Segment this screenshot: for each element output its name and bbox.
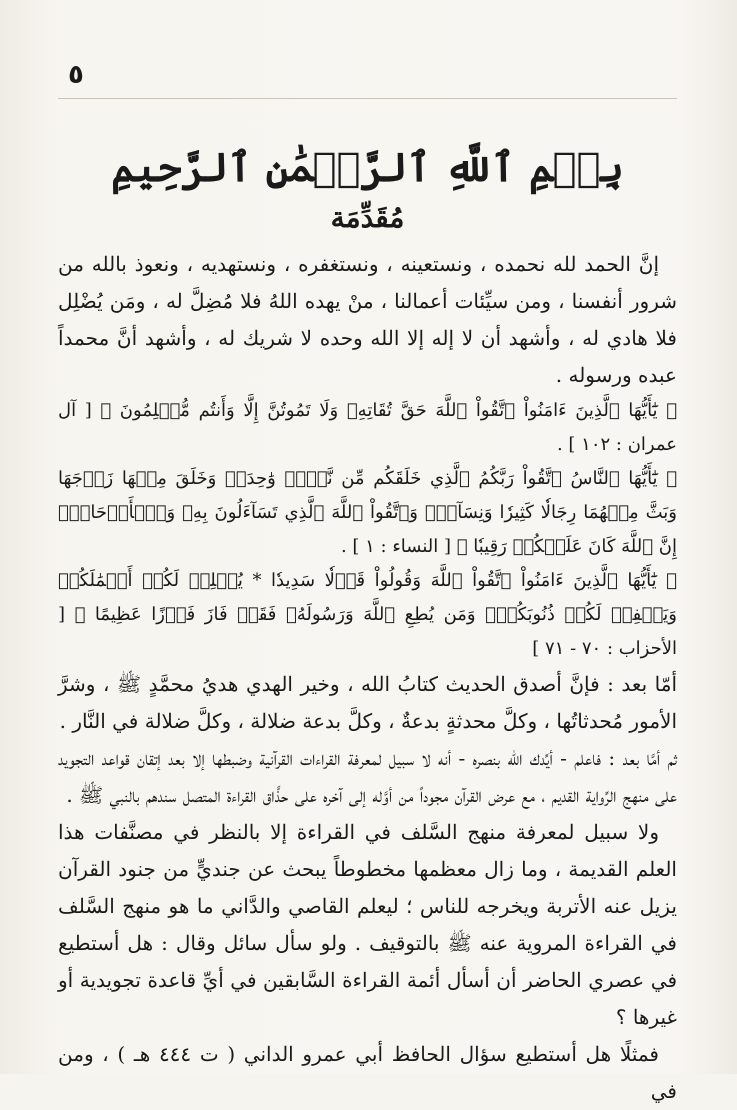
paragraph-opening-praise: إنَّ الحمد لله نحمده ، ونستعينه ، ونستغفره ، ونستهديه ، ونعوذ بالله من شرور أنفسنا ، ومن سيِّئات أعمالنا ، منْ يهده اللهُ فلا مُضِلَّ له ، ومَن يُضْلِل فلا هادي له ، وأشهد أن لا إله إلا الله وحده لا شريك له ، وأشهد أنَّ محمداً عبده ورسوله . [58,252,677,387]
basmala-heading: بِسۡمِ ٱللَّهِ ٱلرَّحۡمَٰنِ ٱلرَّحِيمِ [111,144,624,191]
page-header [58,56,677,96]
header-rule [58,98,677,99]
paragraph-example-dani: فمثلًا هل أستطيع سؤال الحافظ أبي عمرو الداني ( ت ٤٤٤ هـ ) ، ومن في [58,1042,677,1103]
paragraph-salaf-method: ولا سبيل لمعرفة منهج السَّلف في القراءة إلا بالنظر في مصنَّفات هذا العلم القديمة ، وما زال معظمها مخطوطاً يبحث عن جنديٍّ من جنود القرآن يزيل عنه الأتربة ويخرجه للناس ؛ ليعلم القاصي والدَّاني ما هو منهج السَّلف في القراءة المروية عنه ﷺ بالتوقيف . ولو سأل سائل وقال : هل أستطيع في عصري الحاضر أن أسأل أئمة القراءة السَّابقين في أيِّ قاعدة تجويدية أو غيرها ؟ [58,820,677,1029]
quran-verse-al-ahzab: ﴿ يَٰٓأَيُّهَا ٱلَّذِينَ ءَامَنُواْ ٱتَّقُواْ ٱللَّهَ وَقُولُواْ قَوۡلٗا سَدِيدٗا * يُصۡلِحۡ لَكُمۡ أَعۡمَٰلَكُمۡ وَيَغۡفِرۡ لَكُمۡ ذُنُوبَكُمۡۗ وَمَن يُطِعِ ٱللَّهَ وَرَسُولَهُۥ فَقَدۡ فَازَ فَوۡزًا عَظِيمًا ﴾ [ الأحزاب : ٧٠ - ٧١ ] [58,570,677,659]
page-number: ٥ [68,60,84,90]
section-title: مُقَدِّمَة [330,201,405,234]
quran-verse-al-imran: ﴿ يَٰٓأَيُّهَا ٱلَّذِينَ ءَامَنُواْ ٱتَّقُواْ ٱللَّهَ حَقَّ تُقَاتِهِۦ وَلَا تَمُوتُنَّ إِلَّا وَأَنتُم مُّسۡلِمُونَ ﴾ [ آل عمران : ١٠٢ ] . [58,400,677,455]
quran-verse-an-nisa: ﴿ يَٰٓأَيُّهَا ٱلنَّاسُ ٱتَّقُواْ رَبَّكُمُ ٱلَّذِي خَلَقَكُم مِّن نَّفۡسٖ وَٰحِدَةٖ وَخَلَقَ مِنۡهَا زَوۡجَهَا وَبَثَّ مِنۡهُمَا رِجَالٗا كَثِيرٗا وَنِسَآءٗۚ وَٱتَّقُواْ ٱللَّهَ ٱلَّذِي تَسَآءَلُونَ بِهِۦ وَٱلۡأَرۡحَامَۚ إِنَّ ٱللَّهَ كَانَ عَلَيۡكُمۡ رَقِيبٗا ﴾ [ النساء : ١ ] . [58,468,677,557]
page-body [58,246,677,1110]
paragraph-qiraat-intro: ثم أمَّا بعد : فاعلم - أيِّدك الله بنصره - أنه لا سبيل لمعرفة القراءات القرآنية وضبطها إلا بعد إتقان قواعد التجويد على منهج الرِّواية القديم ، مع عرض القرآن مجوداً من أوَّله إلى آخره على حذَّاق القراءة المتصل سندهم بالنبي ﷺ . [58,746,677,807]
paragraph-amma-bad: أمّا بعد : فإنَّ أصدق الحديث كتابُ الله ، وخير الهدي هديُ محمَّدٍ ﷺ ، وشرَّ الأمور مُحدثاتُها ، وكلَّ محدثةٍ بدعةٌ ، وكلَّ بدعة ضلالة ، وكلَّ ضلالة في النَّار . [58,672,677,733]
